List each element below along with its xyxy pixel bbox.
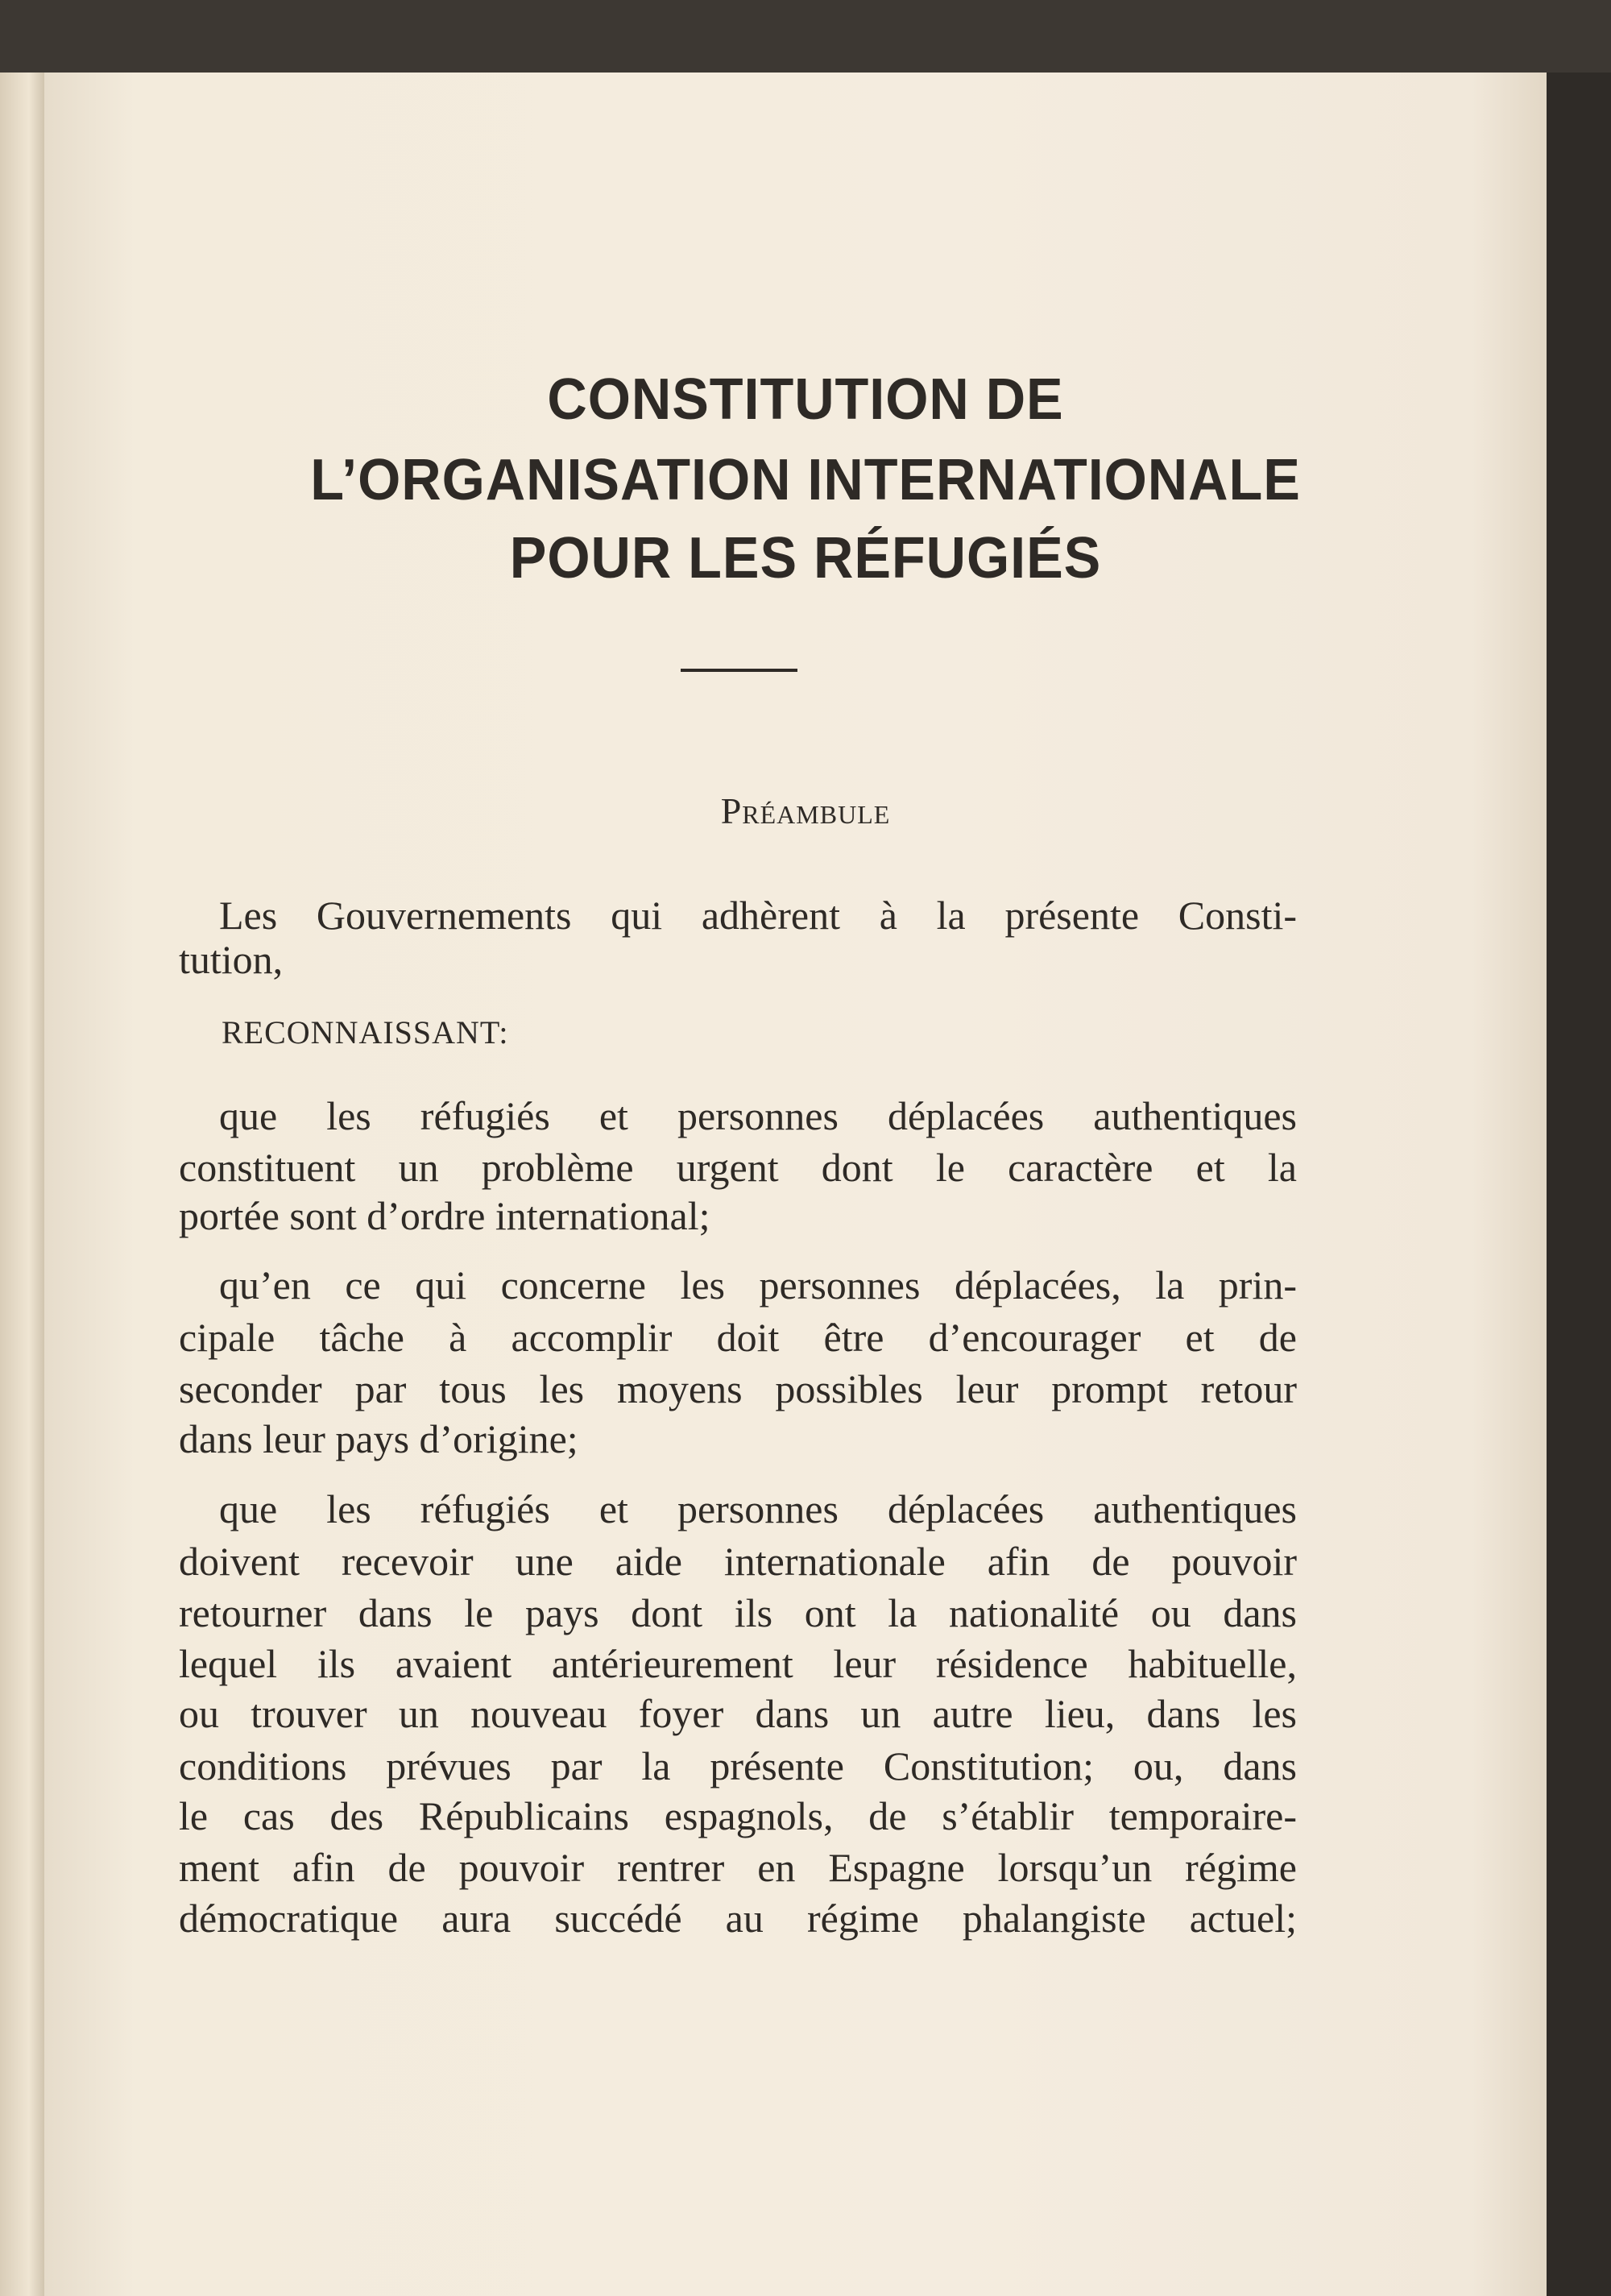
para3-line: que les réfugiés et personnes déplacées authentiques xyxy=(219,1486,1297,1531)
scan-background-top xyxy=(0,0,1611,73)
para3-line: ou trouver un nouveau foyer dans un autre lieu, dans les xyxy=(179,1691,1297,1736)
title-line-3: POUR LES RÉFUGIÉS xyxy=(509,526,1102,591)
para3-line: ment afin de pouvoir rentrer en Espagne lorsqu’un régime xyxy=(179,1845,1297,1890)
para1-line: que les réfugiés et personnes déplacées authentiques xyxy=(219,1093,1297,1138)
title-divider xyxy=(681,669,797,672)
title-line-1: CONSTITUTION DE xyxy=(547,367,1064,432)
para2-line: cipale tâche à accomplir doit être d’encourager et de xyxy=(179,1315,1297,1360)
para2-line: qu’en ce qui concerne les personnes déplacées, la prin- xyxy=(219,1262,1297,1308)
para3-line: doivent recevoir une aide internationale afin de pouvoir xyxy=(179,1539,1297,1584)
para3-line: conditions prévues par la présente Constitution; ou, dans xyxy=(179,1743,1297,1788)
para2-line: dans leur pays d’origine; xyxy=(179,1416,578,1461)
intro-line: Les Gouvernements qui adhèrent à la présente Consti- xyxy=(219,893,1297,938)
preamble-heading: Préambule xyxy=(720,790,891,831)
para3-line: lequel ils avaient antérieurement leur résidence habituelle, xyxy=(179,1641,1297,1686)
reconnaissant-heading: RECONNAISSANT: xyxy=(222,1014,509,1051)
title-line-2: L’ORGANISATION INTERNATIONALE xyxy=(310,448,1301,512)
para1-line: portée sont d’ordre international; xyxy=(179,1193,710,1238)
para3-line: démocratique aura succédé au régime phalangiste actuel; xyxy=(179,1896,1297,1941)
para3-line: le cas des Républicains espagnols, de s’établir temporaire- xyxy=(179,1793,1297,1838)
para3-line: retourner dans le pays dont ils ont la nationalité ou dans xyxy=(179,1590,1297,1635)
para2-line: seconder par tous les moyens possibles leur prompt retour xyxy=(179,1366,1297,1411)
intro-line: tution, xyxy=(179,937,284,982)
para1-line: constituent un problème urgent dont le caractère et la xyxy=(179,1145,1297,1190)
